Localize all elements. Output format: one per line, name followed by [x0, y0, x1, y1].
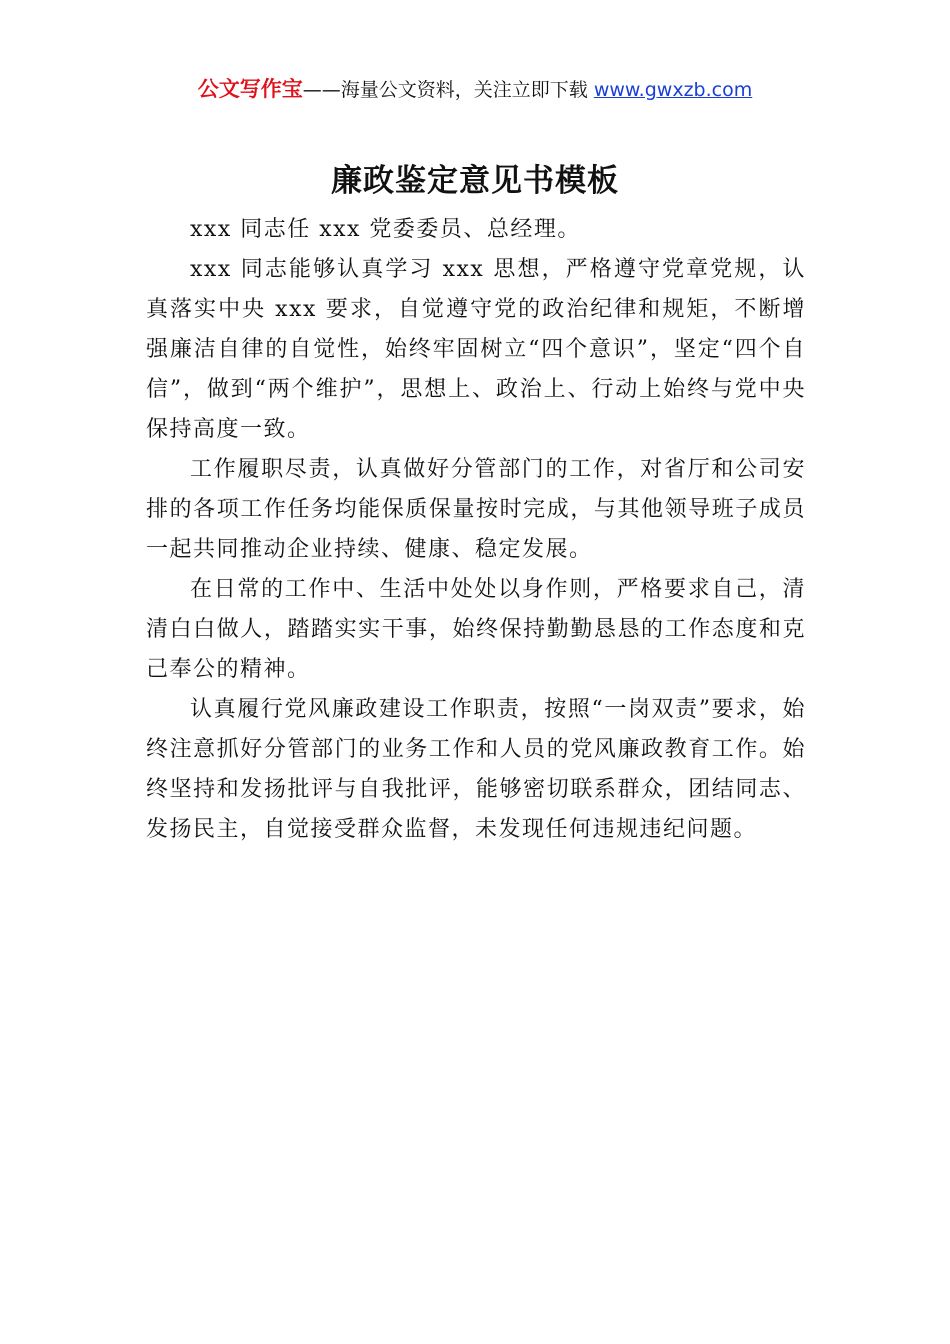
- paragraph-position: xxx 同志任 xxx 党委委员、总经理。: [190, 217, 581, 242]
- paragraph-responsibility: 认真履行党风廉政建设工作职责，按照“一岗双责”要求，始终注意抓好分管部门的业务工作和人员的党风廉政教育工作。始终坚持和发扬批评与自我批评，能够密切联系群众，团结同志、发扬民主，自觉接受群众监督，未发现任何违规违纪问题。: [146, 697, 806, 842]
- paragraph-duties: 工作履职尽责，认真做好分管部门的工作，对省厅和公司安排的各项工作任务均能保质保量按时完成，与其他领导班子成员一起共同推动企业持续、健康、稳定发展。: [146, 457, 806, 562]
- page-header: [0, 72, 950, 107]
- website-link[interactable]: www.gwxzb.com: [593, 79, 753, 101]
- paragraph-conduct: 在日常的工作中、生活中处处以身作则，严格要求自己，清清白白做人，踏踏实实干事，始终保持勤勤恳恳的工作态度和克己奉公的精神。: [146, 577, 806, 682]
- header-tagline: ——海量公文资料，关注立即下载: [302, 79, 594, 101]
- paragraph-political: xxx 同志能够认真学习 xxx 思想，严格遵守党章党规，认真落实中央 xxx 要求，自觉遵守党的政治纪律和规矩，不断增强廉洁自律的自觉性，始终牢固树立“四个意识”，坚定“四个自信”，做到“两个维护”，思想上、政治上、行动上始终与党中央保持高度一致。: [146, 257, 806, 442]
- document-title: 廉政鉴定意见书模板: [331, 163, 619, 199]
- document-body: [146, 210, 806, 850]
- brand-name: 公文写作宝: [197, 77, 303, 101]
